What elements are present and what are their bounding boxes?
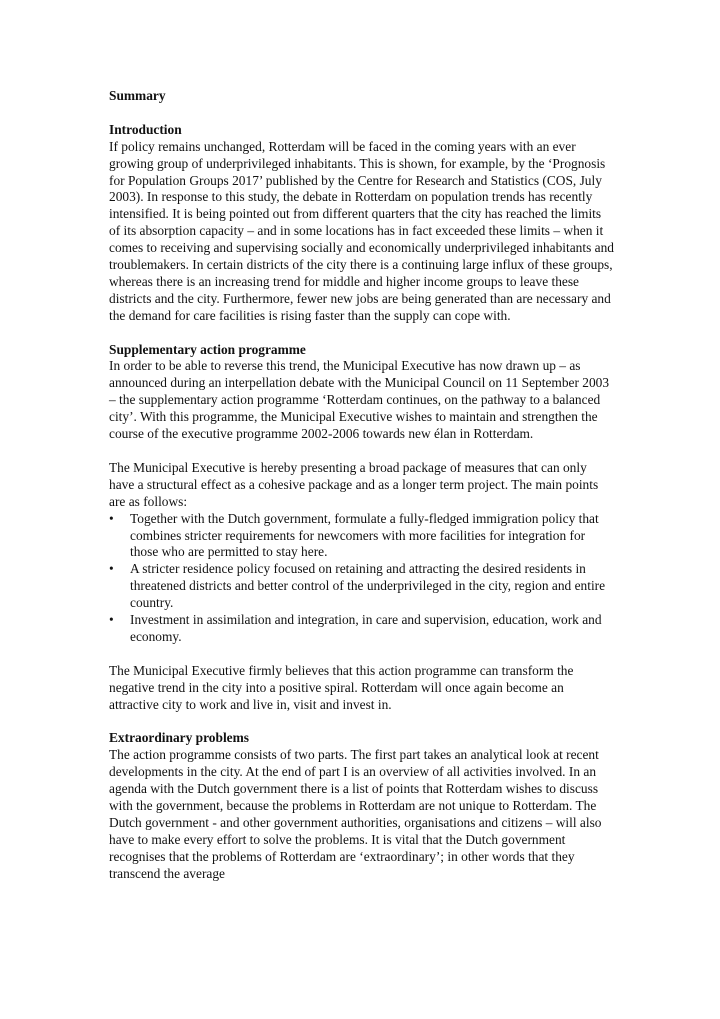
paragraph: The action programme consists of two parts. The first part takes an analytical look at recent developments in the city. At the end of part I is an overview of all activities involved. In an agenda with the Dutch government there is a list of points that Rotterdam wishes to discuss with the government, because the problems in Rotterdam are not unique to Rotterdam. The Dutch government - and other government authorities, organisations and citizens – will also have to make every effort to solve the problems. It is vital that the Dutch government recognises that the problems of Rotterdam are ‘extraordinary’; in other words that they transcend the average	[109, 747, 602, 881]
list-item	[109, 612, 615, 646]
section-heading: Extraordinary problems	[109, 730, 249, 746]
bullet-icon: •	[109, 510, 114, 526]
bullet-list	[109, 511, 615, 646]
paragraph: In order to be able to reverse this trend, the Municipal Executive has now drawn up – as announced during an interpellation debate with the Municipal Council on 11 September 2003 – the supplementary action programme ‘Rotterdam continues, on the pathway to a balanced city’. With this programme, the Municipal Executive wishes to maintain and strengthen the course of the executive programme 2002-2006 towards new élan in Rotterdam.	[109, 358, 610, 442]
section-supplementary-action-programme	[109, 342, 615, 714]
list-item	[109, 561, 615, 612]
list-item-text: Together with the Dutch government, formulate a fully-fledged immigration policy that combines stricter requirements for newcomers with more facilities for integration for those who are permitted to stay here.	[130, 510, 599, 560]
paragraph: If policy remains unchanged, Rotterdam will be faced in the coming years with an ever growing group of underprivileged inhabitants. This is shown, for example, by the ‘Prognosis for Population Groups 2017’ published by the Centre for Research and Statistics (COS, July 2003). In response to this study, the debate in Rotterdam on population trends has recently intensified. It is being pointed out from different quarters that the city has reached the limits of its absorption capacity – and in some locations has in fact exceeded these limits – when it comes to receiving and supervising socially and economically underprivileged inhabitants and troublemakers. In certain districts of the city there is a continuing large influx of these groups, whereas there is an increasing trend for middle and higher income groups to leave these districts and the city. Furthermore, fewer new jobs are being generated than are necessary and the demand for care facilities is rising faster than the supply can cope with.	[109, 138, 614, 323]
section-heading: Introduction	[109, 121, 182, 137]
list-item-text: Investment in assimilation and integration, in care and supervision, education, work and economy.	[130, 612, 602, 644]
document-body	[109, 88, 615, 883]
list-item-text: A stricter residence policy focused on retaining and attracting the desired residents in threatened districts and better control of the underprivileged in the city, region and entire country.	[130, 561, 606, 611]
paragraph: The Municipal Executive firmly believes that this action programme can transform the negative trend in the city into a positive spiral. Rotterdam will once again become an attractive city to work and live in, visit and invest in.	[109, 662, 574, 712]
bullet-icon: •	[109, 612, 114, 628]
document-title: Summary	[109, 88, 166, 103]
list-item	[109, 511, 615, 562]
section-heading: Supplementary action programme	[109, 341, 306, 357]
paragraph: The Municipal Executive is hereby presenting a broad package of measures that can only have a structural effect as a cohesive package and as a longer term project. The main points are as follows:	[109, 459, 599, 509]
bullet-icon: •	[109, 561, 114, 577]
section-extraordinary-problems	[109, 730, 615, 882]
section-introduction	[109, 122, 615, 325]
